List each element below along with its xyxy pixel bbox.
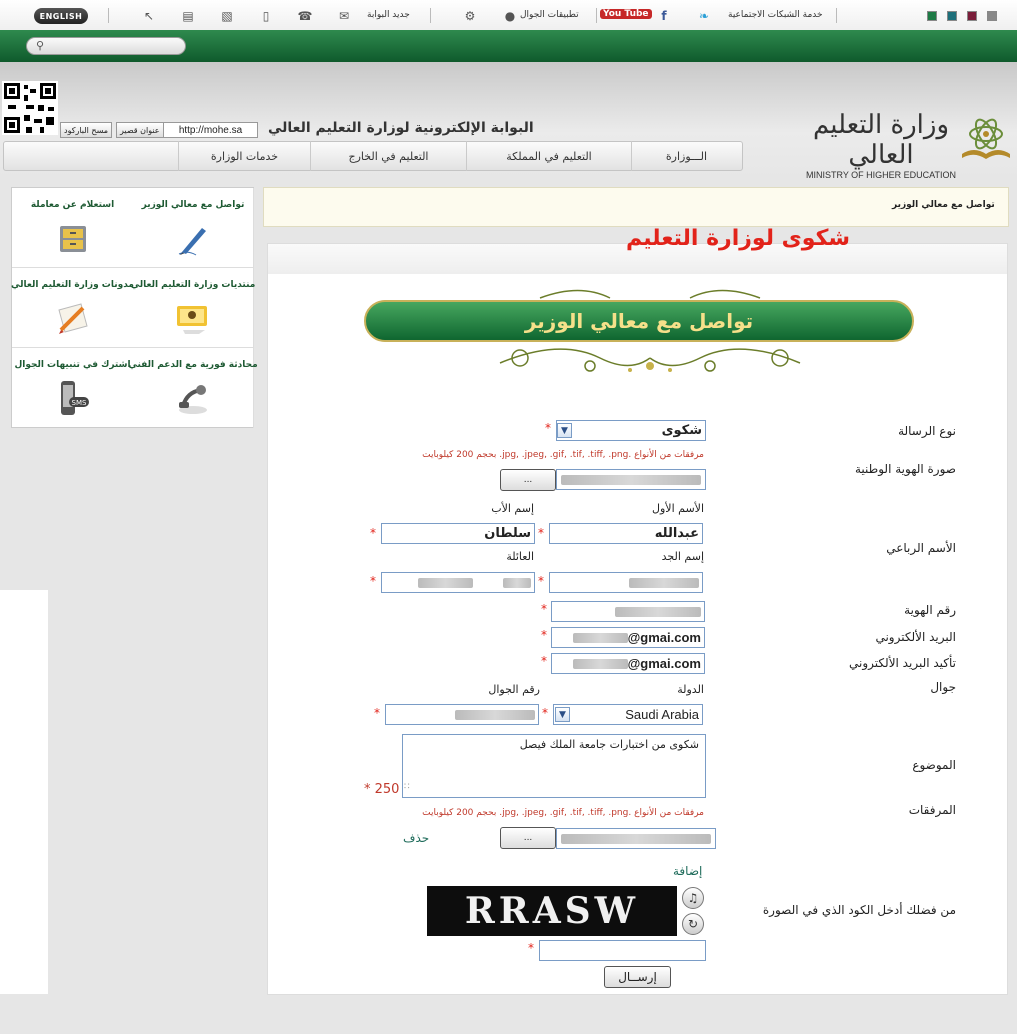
attachment-file-field[interactable] [556, 828, 716, 849]
subject-label: الموضوع [912, 758, 956, 772]
service-live-support[interactable] [128, 348, 258, 428]
pen-icon [175, 222, 211, 256]
search-icon[interactable]: ⚲ [36, 39, 45, 52]
id-image-browse-button[interactable]: ... [500, 469, 556, 491]
grandfather-name-label: إسم الجد [661, 550, 704, 563]
complaint-overlay-title: شكوى لوزارة التعليم [626, 226, 851, 251]
facebook-icon[interactable]: f [661, 9, 667, 23]
service-label: استعلام عن معاملة [30, 200, 115, 210]
delete-attachment-link[interactable]: حذف [403, 831, 430, 845]
audio-captcha-icon[interactable]: ♫ [682, 887, 704, 909]
ministry-logo-text[interactable] [806, 110, 956, 180]
resize-grip-icon[interactable]: ∷ [404, 782, 410, 792]
portal-title: البوابة الإلكترونية لوزارة التعليم العالي [268, 120, 534, 136]
required-mark: * [370, 526, 376, 540]
theme-maroon-swatch[interactable] [967, 11, 977, 21]
captcha-input[interactable] [539, 940, 706, 961]
required-mark: * [541, 602, 547, 616]
add-attachment-link[interactable]: إضافة [673, 864, 703, 878]
theme-green-swatch[interactable] [927, 11, 937, 21]
email-confirm-input[interactable] [551, 653, 705, 674]
service-label: محادثة فورية مع الدعم الفني [128, 360, 258, 370]
logo-arabic: وزارة التعليم العالي [812, 110, 950, 170]
service-label: اشترك في تنبيهات الجوال [14, 360, 131, 370]
message-type-value: شكوى [661, 423, 702, 438]
apple-icon[interactable]: ● [504, 9, 516, 23]
social-networks-link[interactable]: خدمة الشبكات الاجتماعية [728, 10, 823, 20]
required-mark: * [538, 526, 544, 540]
captcha-label: من فضلك أدخل الكود الذي في الصورة [762, 903, 956, 917]
required-mark: * [370, 574, 376, 588]
service-label: تواصل مع معالي الوزير [141, 200, 245, 210]
service-transaction-inquiry[interactable] [12, 188, 133, 268]
mobile-number-label: رقم الجوال [488, 683, 540, 696]
forum-icon [175, 302, 211, 336]
services-grid [11, 187, 258, 428]
message-type-label: نوع الرسالة [898, 424, 956, 438]
service-sms-alerts[interactable] [12, 348, 133, 428]
scan-barcode-button[interactable]: مسح الباركود [60, 122, 112, 138]
mobile-apps-link[interactable]: تطبيقات الجوال [520, 10, 579, 20]
service-label: منتديات وزارة التعليم العالي [130, 280, 256, 290]
attachments-note: مرفقات من الأنواع .jpg, .jpeg, .gif, .tif, .tiff, .png. بحجم 200 كيلوبايت [422, 808, 704, 818]
mobile-label: جوال [930, 680, 956, 694]
captcha-image: RRASW [427, 886, 677, 936]
blog-icon [55, 302, 91, 336]
nav-ministry[interactable]: الـــوزارة [631, 141, 741, 171]
required-mark: * [374, 706, 380, 720]
service-contact-minister[interactable] [133, 188, 254, 268]
youtube-icon[interactable]: You Tube [600, 9, 652, 19]
email-value: @gmai.com [627, 630, 701, 645]
email-input[interactable] [551, 627, 705, 648]
refresh-captcha-icon[interactable]: ↻ [682, 913, 704, 935]
theme-gray-swatch[interactable] [987, 11, 997, 21]
chevron-down-icon[interactable]: ▼ [557, 423, 572, 438]
short-url-button[interactable]: عنوان قصير [116, 122, 164, 138]
first-name-input[interactable]: عبدالله [549, 523, 703, 544]
toolbar-separator [430, 8, 431, 23]
search-input[interactable] [26, 37, 186, 55]
nav-education-abroad[interactable]: التعليم في الخارج [310, 141, 466, 171]
id-image-file-field[interactable] [556, 469, 706, 490]
cabinet-icon [55, 222, 91, 256]
android-icon[interactable]: ⚙ [464, 9, 476, 23]
mail-icon[interactable]: ✉ [338, 9, 350, 23]
message-type-select[interactable] [556, 420, 706, 441]
required-mark: * [528, 941, 534, 955]
father-name-label: إسم الأب [491, 502, 534, 515]
phone-icon[interactable]: ☎ [297, 9, 313, 23]
char-count-value: 250 [374, 782, 400, 797]
cursor-icon[interactable]: ↖ [143, 9, 155, 23]
email-label: البريد الألكتروني [875, 630, 956, 644]
subject-textarea[interactable]: شكوى من اختبارات جامعة الملك فيصل [402, 734, 706, 798]
id-image-label: صورة الهوية الوطنية [854, 462, 956, 476]
portal-news-link[interactable]: جديد البوابة [367, 10, 410, 20]
email-confirm-label: تأكيد البريد الألكتروني [849, 656, 956, 670]
country-select[interactable]: Saudi Arabia [553, 704, 703, 725]
required-mark: * [545, 421, 551, 435]
toolbar-separator [836, 8, 837, 23]
twitter-icon[interactable]: ❧ [698, 9, 710, 23]
chat-icon[interactable]: ▤ [182, 9, 194, 23]
family-name-label: العائلة [506, 550, 534, 563]
required-mark: * [541, 654, 547, 668]
sms-phone-icon [55, 382, 91, 416]
ministry-emblem-icon [958, 106, 1014, 166]
id-number-input[interactable] [551, 601, 705, 622]
required-mark: * [538, 574, 544, 588]
required-mark: * [541, 628, 547, 642]
id-number-label: رقم الهوية [904, 603, 956, 617]
logo-english: MINISTRY OF HIGHER EDUCATION [806, 170, 957, 180]
breadcrumb-current[interactable]: تواصل مع معالي الوزير [892, 200, 995, 210]
service-forums[interactable] [130, 268, 256, 348]
file-types-note: مرفقات من الأنواع .jpg, .jpeg, .gif, .tif, .tiff, .png. بحجم 200 كيلوبايت [422, 450, 704, 460]
nav-education-kingdom[interactable]: التعليم في المملكة [466, 141, 631, 171]
theme-teal-swatch[interactable] [947, 11, 957, 21]
svg-text:SMS: SMS [71, 399, 86, 407]
first-name-label: الأسم الأول [652, 502, 704, 515]
support-icon [175, 382, 211, 416]
toolbar-separator [596, 8, 597, 23]
mobile-number-input[interactable] [385, 704, 539, 725]
grandfather-name-input[interactable] [549, 572, 703, 593]
chevron-down-icon[interactable]: ▼ [555, 707, 570, 722]
required-mark: * [364, 782, 371, 797]
attachment-browse-button[interactable]: ... [500, 827, 556, 849]
father-name-input[interactable]: سلطان [381, 523, 535, 544]
full-name-label: الأسم الرباعي [886, 541, 956, 555]
service-label: مدونات وزارة التعليم العالي [11, 280, 134, 290]
family-name-input[interactable] [381, 572, 535, 593]
toolbar-separator [108, 8, 109, 23]
contact-minister-banner: تواصل مع معالي الوزير [364, 300, 914, 342]
english-language-button[interactable]: ENGLISH [34, 8, 88, 24]
char-counter [364, 782, 399, 797]
left-blank-area [0, 590, 48, 994]
short-url-field[interactable]: http://mohe.sa [163, 122, 258, 138]
qr-code-icon [2, 81, 58, 135]
attachments-label: المرفقات [908, 803, 956, 817]
email-confirm-value: @gmai.com [627, 656, 701, 671]
country-label: الدولة [677, 683, 704, 696]
required-mark: * [542, 706, 548, 720]
submit-button[interactable]: إرســال [604, 966, 671, 988]
nav-ministry-services[interactable]: خدمات الوزارة [178, 141, 310, 171]
service-blogs[interactable] [12, 268, 133, 348]
rss-icon[interactable]: ▧ [221, 9, 233, 23]
mobile-icon[interactable]: ▯ [262, 9, 270, 23]
